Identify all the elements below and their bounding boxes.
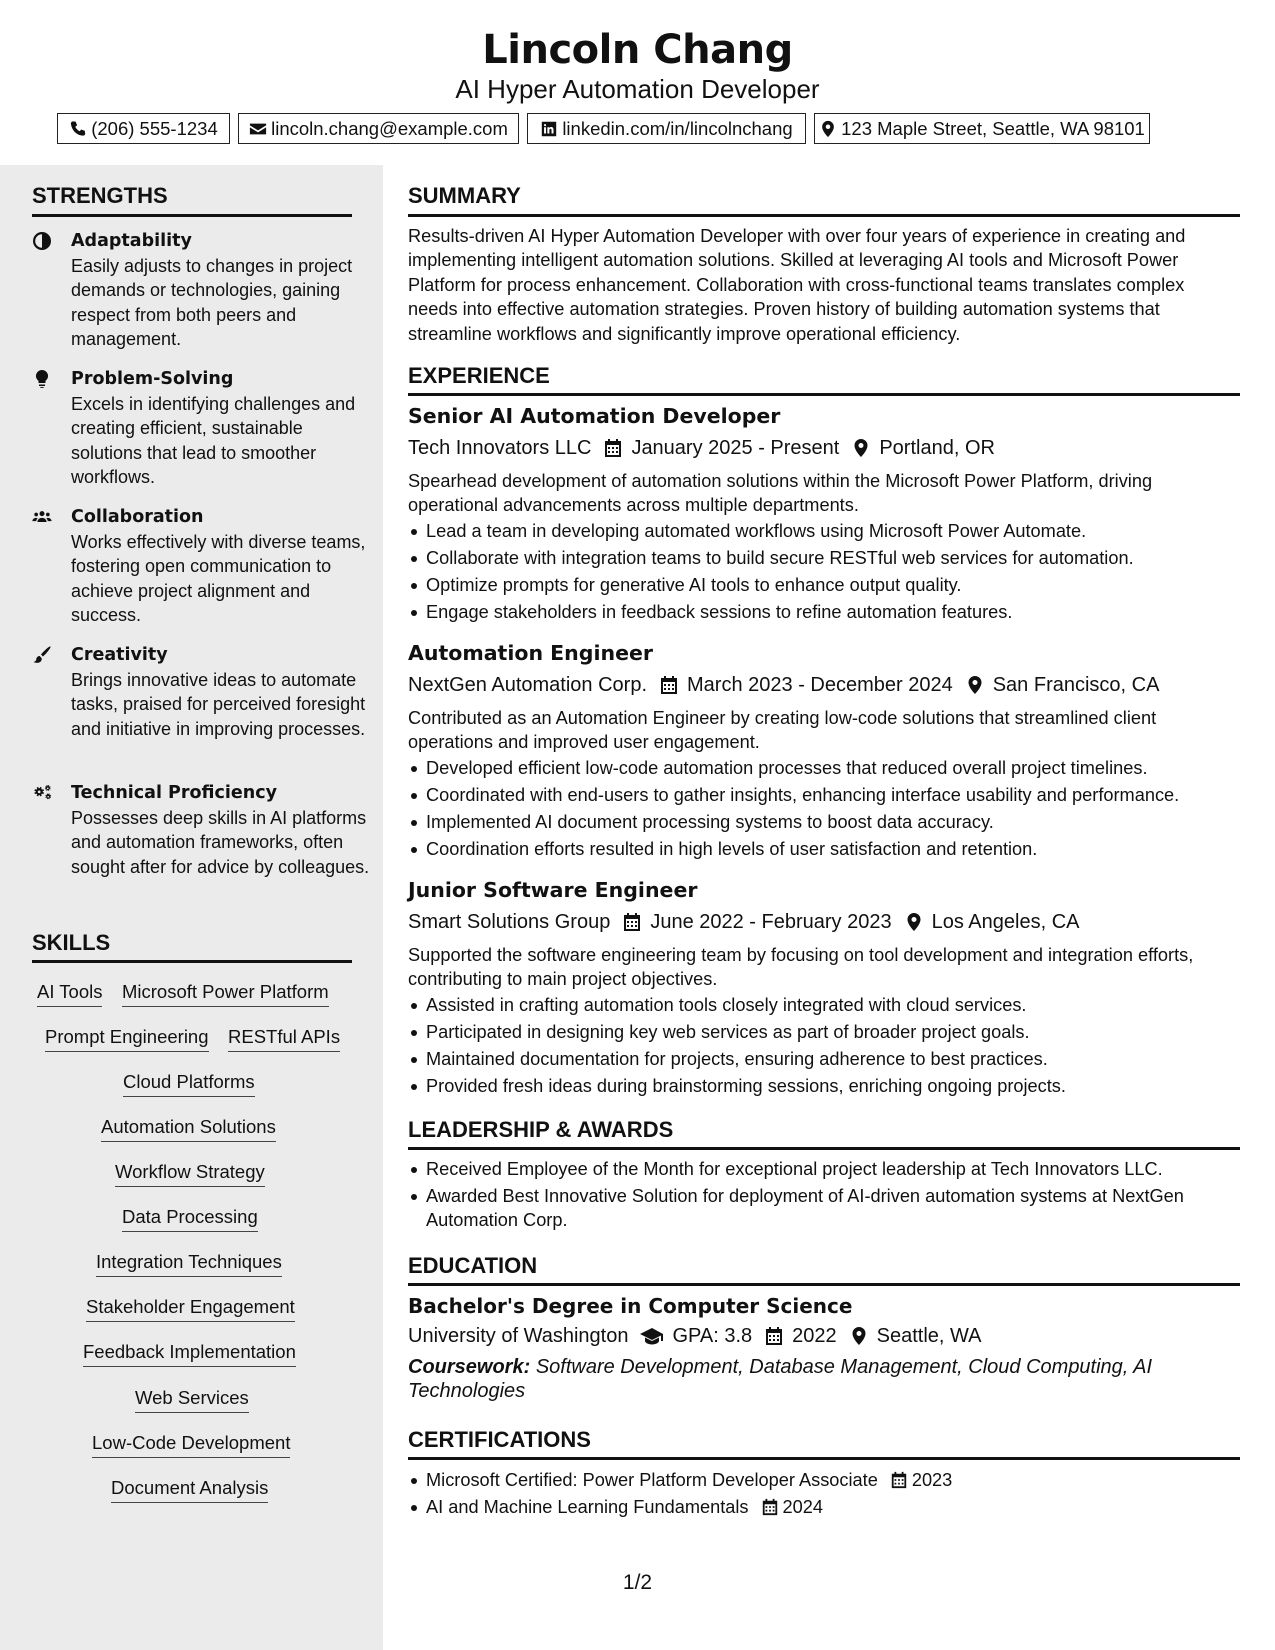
job-meta bbox=[408, 909, 1079, 935]
graduation-year: 2022 bbox=[792, 1325, 837, 1347]
list-item: Implemented AI document processing systems to boost data accuracy. bbox=[408, 810, 1238, 834]
list-item: Engage stakeholders in feedback sessions to refine automation features. bbox=[408, 600, 1238, 624]
envelope-icon bbox=[249, 120, 267, 138]
list-item: Provided fresh ideas during brainstorming sessions, enriching ongoing projects. bbox=[408, 1074, 1238, 1098]
strength-title: Creativity bbox=[71, 645, 168, 665]
list-item bbox=[408, 1468, 1238, 1492]
skill-tag: Integration Techniques bbox=[96, 1250, 282, 1277]
strength-title: Problem-Solving bbox=[71, 369, 234, 389]
cert-name: Microsoft Certified: Power Platform Developer Associate bbox=[426, 1470, 878, 1490]
job-description: Supported the software engineering team by focusing on tool development and integration efforts, contributing to main project objectives. bbox=[408, 945, 1194, 990]
awards-list bbox=[408, 1157, 1238, 1235]
linkedin-icon bbox=[540, 120, 558, 138]
contact-email[interactable] bbox=[238, 113, 519, 144]
candidate-role: AI Hyper Automation Developer bbox=[455, 74, 820, 104]
calendar-icon bbox=[761, 1498, 779, 1516]
job-title: Senior AI Automation Developer bbox=[408, 404, 781, 428]
skills-divider bbox=[32, 960, 352, 963]
list-item: Optimize prompts for generative AI tools to enhance output quality. bbox=[408, 573, 1238, 597]
lightbulb-icon bbox=[32, 369, 54, 391]
job-dates: June 2022 - February 2023 bbox=[650, 911, 892, 933]
skill-tag: Document Analysis bbox=[111, 1476, 268, 1503]
list-item: Coordination efforts resulted in high levels of user satisfaction and retention. bbox=[408, 837, 1238, 861]
contact-linkedin[interactable] bbox=[527, 113, 806, 144]
experience-divider bbox=[408, 393, 1240, 396]
skill-tag: Low-Code Development bbox=[92, 1431, 290, 1458]
calendar-icon bbox=[622, 912, 642, 932]
list-item: Awarded Best Innovative Solution for deployment of AI-driven automation systems at NextGen Automation Corp. bbox=[408, 1184, 1238, 1233]
cert-name: AI and Machine Learning Fundamentals bbox=[426, 1497, 749, 1517]
candidate-name: Lincoln Chang bbox=[482, 27, 793, 73]
education-heading: EDUCATION bbox=[408, 1253, 538, 1278]
contact-linkedin-text: linkedin.com/in/lincolnchang bbox=[562, 117, 793, 139]
strength-desc: Easily adjusts to changes in project demands or technologies, gaining respect from both peers and management. bbox=[71, 256, 353, 349]
list-item: Received Employee of the Month for exceptional project leadership at Tech Innovators LLC. bbox=[408, 1157, 1238, 1181]
map-pin-icon bbox=[851, 438, 871, 458]
job-bullets bbox=[408, 519, 1238, 627]
skill-tag: Stakeholder Engagement bbox=[86, 1295, 295, 1322]
calendar-icon bbox=[603, 438, 623, 458]
job-company: Tech Innovators LLC bbox=[408, 437, 592, 459]
coursework-label: Coursework: bbox=[408, 1356, 531, 1378]
awards-heading: LEADERSHIP & AWARDS bbox=[408, 1117, 674, 1142]
half-circle-icon bbox=[32, 231, 54, 253]
experience-heading: EXPERIENCE bbox=[408, 363, 550, 388]
strength-title: Collaboration bbox=[71, 507, 204, 527]
job-company: NextGen Automation Corp. bbox=[408, 674, 648, 696]
skill-tag: Web Services bbox=[135, 1386, 249, 1413]
list-item: Lead a team in developing automated workflows using Microsoft Power Automate. bbox=[408, 519, 1238, 543]
map-pin-icon bbox=[965, 675, 985, 695]
degree-title: Bachelor's Degree in Computer Science bbox=[408, 1294, 853, 1318]
paintbrush-icon bbox=[32, 645, 54, 667]
skill-tag: RESTful APIs bbox=[228, 1025, 340, 1052]
gpa: GPA: 3.8 bbox=[672, 1325, 753, 1347]
contact-email-text: lincoln.chang@example.com bbox=[271, 117, 508, 139]
list-item: Assisted in crafting automation tools closely integrated with cloud services. bbox=[408, 993, 1238, 1017]
contact-address-text: 123 Maple Street, Seattle, WA 98101 bbox=[841, 117, 1145, 139]
contact-bar bbox=[0, 113, 1275, 144]
strength-title: Adaptability bbox=[71, 231, 192, 251]
skill-tag: Microsoft Power Platform bbox=[122, 980, 329, 1007]
certifications-list bbox=[408, 1468, 1238, 1522]
users-icon bbox=[32, 507, 54, 529]
strength-title: Technical Proficiency bbox=[71, 783, 277, 803]
strength-desc: Works effectively with diverse teams, fostering open communication to achieve project alignment and success. bbox=[71, 532, 366, 625]
summary-divider bbox=[408, 214, 1240, 217]
cert-year: 2023 bbox=[911, 1470, 953, 1490]
list-item: Participated in designing key web services as part of broader project goals. bbox=[408, 1020, 1238, 1044]
education-divider bbox=[408, 1283, 1240, 1286]
job-bullets bbox=[408, 993, 1238, 1101]
contact-address[interactable] bbox=[814, 113, 1150, 144]
calendar-icon bbox=[764, 1326, 784, 1346]
skills-heading: SKILLS bbox=[32, 930, 111, 955]
coursework-list: Software Development, Database Management, Cloud Computing, AI Technologies bbox=[408, 1356, 1153, 1402]
skill-tag: Feedback Implementation bbox=[83, 1340, 296, 1367]
summary-heading: SUMMARY bbox=[408, 183, 521, 208]
job-title: Junior Software Engineer bbox=[408, 878, 698, 902]
job-meta bbox=[408, 435, 995, 461]
job-company: Smart Solutions Group bbox=[408, 911, 611, 933]
certifications-heading: CERTIFICATIONS bbox=[408, 1427, 591, 1452]
skill-tag: Data Processing bbox=[122, 1205, 258, 1232]
job-title: Automation Engineer bbox=[408, 641, 653, 665]
strength-desc: Brings innovative ideas to automate tasks, praised for perceived foresight and initiative in improving processes. bbox=[71, 670, 366, 739]
map-pin-icon bbox=[849, 1326, 869, 1346]
skill-tag: Cloud Platforms bbox=[123, 1070, 255, 1097]
graduation-cap-icon bbox=[640, 1326, 664, 1346]
skill-tag: Prompt Engineering bbox=[45, 1025, 209, 1052]
certifications-divider bbox=[408, 1457, 1240, 1460]
job-bullets bbox=[408, 756, 1238, 864]
strengths-heading: STRENGTHS bbox=[32, 183, 168, 208]
gears-icon bbox=[32, 783, 54, 805]
summary-text: Results-driven AI Hyper Automation Developer with over four years of experience in creating and implementing intelligent automation solutions. Skilled at leveraging AI tools and Microsoft Power Platform for process enhancement. Collaboration with cross-functional teams translates complex needs into effective automation strategies. Proven history of building automation systems that streamline workflows and significantly improve operational efficiency. bbox=[408, 226, 1186, 344]
calendar-icon bbox=[659, 675, 679, 695]
job-meta bbox=[408, 672, 1159, 698]
skill-tag: Automation Solutions bbox=[101, 1115, 276, 1142]
list-item: Developed efficient low-code automation processes that reduced overall project timelines. bbox=[408, 756, 1238, 780]
page-number: 1/2 bbox=[622, 1571, 653, 1594]
strengths-divider bbox=[32, 214, 352, 217]
strength-desc: Possesses deep skills in AI platforms and automation frameworks, often sought after for advice by colleagues. bbox=[71, 808, 370, 877]
skill-tag: AI Tools bbox=[37, 980, 102, 1007]
job-dates: March 2023 - December 2024 bbox=[687, 674, 953, 696]
map-pin-icon bbox=[904, 912, 924, 932]
job-dates: January 2025 - Present bbox=[631, 437, 840, 459]
coursework bbox=[408, 1355, 1208, 1403]
map-pin-icon bbox=[819, 120, 837, 138]
job-location: Los Angeles, CA bbox=[931, 911, 1080, 933]
phone-icon bbox=[69, 120, 87, 138]
job-description: Spearhead development of automation solutions within the Microsoft Power Platform, driving operational advancements across multiple departments. bbox=[408, 471, 1153, 516]
list-item bbox=[408, 1495, 1238, 1519]
job-location: Portland, OR bbox=[879, 437, 995, 459]
contact-phone-text: (206) 555-1234 bbox=[91, 117, 218, 139]
list-item: Coordinated with end-users to gather insights, enhancing interface usability and performance. bbox=[408, 783, 1238, 807]
awards-divider bbox=[408, 1147, 1240, 1150]
job-location: San Francisco, CA bbox=[992, 674, 1160, 696]
strength-desc: Excels in identifying challenges and creating efficient, sustainable solutions that lead to smoother workflows. bbox=[71, 394, 356, 487]
cert-year: 2024 bbox=[782, 1497, 823, 1517]
school-name: University of Washington bbox=[408, 1325, 629, 1347]
contact-phone[interactable] bbox=[57, 113, 230, 144]
school-location: Seattle, WA bbox=[876, 1325, 982, 1347]
resume-header bbox=[0, 0, 1275, 104]
calendar-icon bbox=[890, 1471, 908, 1489]
skill-tag: Workflow Strategy bbox=[115, 1160, 265, 1187]
list-item: Maintained documentation for projects, ensuring adherence to best practices. bbox=[408, 1047, 1238, 1071]
education-meta bbox=[408, 1323, 982, 1349]
list-item: Collaborate with integration teams to build secure RESTful web services for automation. bbox=[408, 546, 1238, 570]
job-description: Contributed as an Automation Engineer by creating low-code solutions that streamlined client operations and improved user engagement. bbox=[408, 708, 1157, 753]
